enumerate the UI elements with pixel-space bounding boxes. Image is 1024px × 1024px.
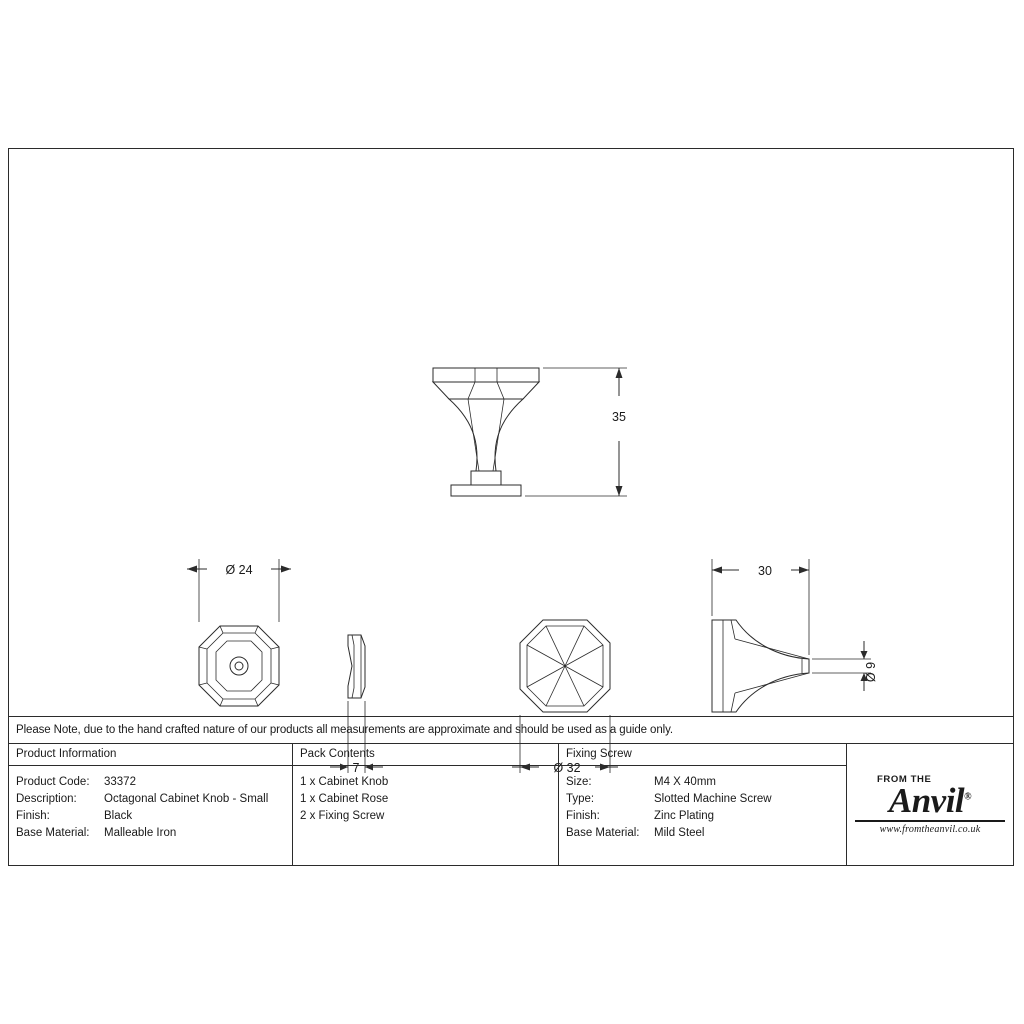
screw-base-material-label: Base Material: — [566, 827, 640, 839]
knob-front-view — [520, 620, 610, 712]
brand-logo-column — [847, 744, 1013, 865]
product-information-column — [9, 744, 293, 865]
knob-side-elevation — [433, 368, 539, 496]
screw-size-label: Size: — [566, 776, 592, 788]
table-row — [566, 774, 846, 791]
table-row — [16, 825, 292, 842]
measurement-note: Please Note, due to the hand crafted nature of our products all measurements are approximate and should be used as a guide only. — [16, 724, 673, 736]
screw-size-value: M4 X 40mm — [654, 776, 716, 788]
dimension-stem-diameter — [812, 641, 878, 691]
table-row — [16, 791, 292, 808]
dimension-height — [525, 368, 627, 496]
base-material-label: Base Material: — [16, 827, 90, 839]
rose-front-view — [199, 626, 279, 706]
product-information-body — [9, 766, 292, 842]
info-row — [9, 744, 1013, 865]
table-row — [566, 808, 846, 825]
screw-finish-value: Zinc Plating — [654, 810, 715, 822]
logo-registered-mark: ® — [964, 791, 972, 803]
dimension-knob-projection-label: 30 — [758, 564, 772, 578]
dimension-knob-face-label: Ø 32 — [553, 761, 581, 775]
knob-side-profile-view — [712, 620, 809, 712]
fixing-screw-body — [559, 766, 846, 842]
finish-value: Black — [104, 810, 133, 822]
pack-contents-body — [293, 766, 558, 825]
list-item: 2 x Fixing Screw — [300, 810, 385, 822]
logo-wordmark — [889, 783, 971, 818]
logo-divider — [855, 820, 1005, 822]
product-information-header: Product Information — [9, 744, 292, 766]
pack-contents-header: Pack Contents — [293, 744, 558, 766]
note-row — [9, 717, 1013, 744]
table-row — [16, 774, 292, 791]
description-label: Description: — [16, 793, 77, 805]
logo-wordmark-text: Anvil — [888, 781, 965, 820]
logo-url: www.fromtheanvil.co.uk — [879, 824, 981, 835]
rose-side-view — [348, 635, 365, 698]
finish-label: Finish: — [16, 810, 50, 822]
base-material-value: Malleable Iron — [104, 827, 177, 839]
table-row — [566, 791, 846, 808]
screw-type-label: Type: — [566, 793, 595, 805]
drawing-sheet — [8, 148, 1014, 866]
list-item: 1 x Cabinet Rose — [300, 793, 389, 805]
product-code-label: Product Code: — [16, 776, 90, 788]
table-row — [566, 825, 846, 842]
anvil-logo — [847, 744, 1013, 865]
table-row — [16, 808, 292, 825]
logo-top-text: FROM THE — [877, 774, 932, 785]
dimension-stem-diameter-label: Ø 9 — [864, 661, 878, 683]
fixing-screw-header: Fixing Screw — [559, 744, 846, 766]
description-value: Octagonal Cabinet Knob - Small — [104, 793, 269, 805]
dimension-height-label: 35 — [612, 410, 626, 424]
product-code-value: 33372 — [104, 776, 136, 788]
fixing-screw-column — [559, 744, 847, 865]
list-item: 1 x Cabinet Knob — [300, 776, 389, 788]
screw-finish-label: Finish: — [566, 810, 600, 822]
dimension-rose-diameter — [187, 559, 291, 622]
screw-base-material-value: Mild Steel — [654, 827, 705, 839]
pack-contents-column — [293, 744, 559, 865]
dimension-rose-thickness-label: 7 — [352, 761, 360, 775]
screw-type-value: Slotted Machine Screw — [654, 793, 772, 805]
dimension-rose-diameter-label: Ø 24 — [225, 563, 253, 577]
